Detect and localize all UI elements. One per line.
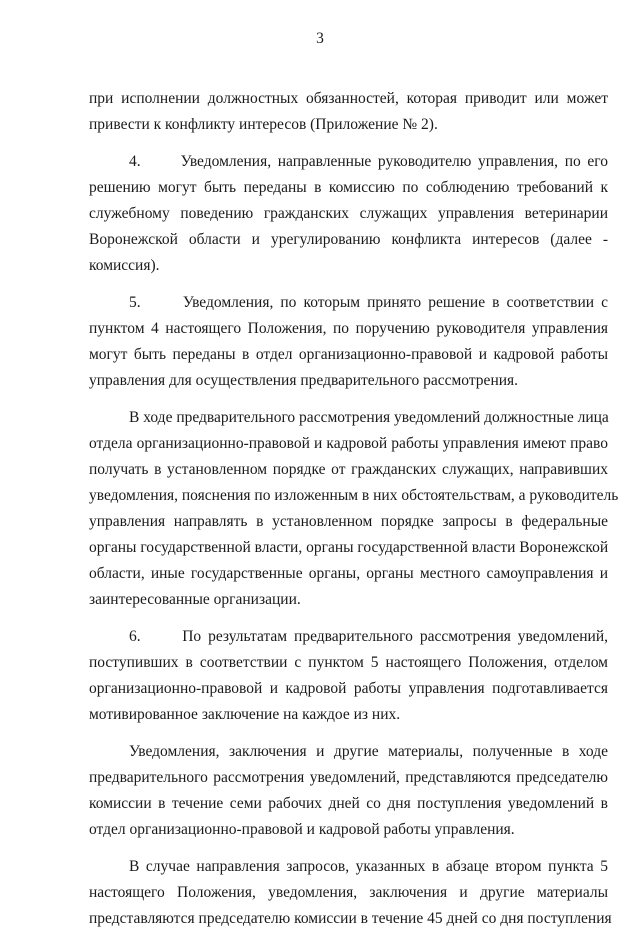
text-line: поступивших в соответствии с пунктом 5 настоящего Положения, отделом — [89, 654, 608, 671]
page-number: 3 — [316, 30, 324, 47]
text-line: привести к конфликту интересов (Приложение № 2). — [89, 116, 438, 133]
text-line: 4. Уведомления, направленные руководителю управления, по его — [129, 153, 608, 170]
text-line: предварительного рассмотрения уведомлений, представляются председателю — [89, 769, 608, 786]
text-line: комиссия). — [89, 257, 160, 274]
text-line: решению могут быть переданы в комиссию по соблюдению требований к — [89, 179, 608, 196]
text-line: настоящего Положения, уведомления, заключения и другие материалы — [89, 884, 608, 901]
text-line: 6. По результатам предварительного рассмотрения уведомлений, — [129, 628, 608, 645]
text-line: органы государственной власти, органы государственной власти Воронежской — [89, 539, 609, 556]
text-line: Воронежской области и урегулированию конфликта интересов (далее - — [89, 231, 608, 248]
text-line: получать в установленном порядке от гражданских служащих, направивших — [89, 461, 608, 478]
text-line: области, иные государственные органы, органы местного самоуправления и — [89, 565, 608, 582]
text-line: 5. Уведомления, по которым принято решение в соответствии с — [129, 294, 608, 311]
text-line: служебному поведению гражданских служащих управления ветеринарии — [89, 205, 608, 222]
text-line: В случае направления запросов, указанных в абзаце втором пункта 5 — [129, 858, 608, 875]
text-line: заинтересованные организации. — [89, 591, 301, 608]
text-line: управления направлять в установленном порядке запросы в федеральные — [89, 513, 608, 530]
text-line: мотивированное заключение на каждое из них. — [89, 706, 401, 723]
document-body — [89, 86, 619, 932]
text-line: управления для осуществления предварительного рассмотрения. — [89, 372, 519, 389]
text-line: при исполнении должностных обязанностей, которая приводит или может — [89, 90, 608, 107]
text-line: В ходе предварительного рассмотрения уведомлений должностные лица — [129, 409, 609, 426]
text-line: могут быть переданы в отдел организационно-правовой и кадровой работы — [89, 346, 608, 363]
text-line: Уведомления, заключения и другие материалы, полученные в ходе — [129, 743, 608, 760]
text-line: уведомления, пояснения по изложенным в них обстоятельствам, а руководитель — [89, 487, 619, 504]
text-line: организационно-правовой и кадровой работы управления подготавливается — [89, 680, 608, 697]
text-line: представляются председателю комиссии в течение 45 дней со дня поступления — [89, 910, 612, 927]
text-line: пунктом 4 настоящего Положения, по поручению руководителя управления — [89, 320, 608, 337]
text-line: отдел организационно-правовой и кадровой работы управления. — [89, 821, 515, 838]
text-line: комиссии в течение семи рабочих дней со дня поступления уведомлений в — [89, 795, 608, 812]
text-line: отдела организационно-правовой и кадровой работы управления имеют право — [89, 435, 608, 452]
